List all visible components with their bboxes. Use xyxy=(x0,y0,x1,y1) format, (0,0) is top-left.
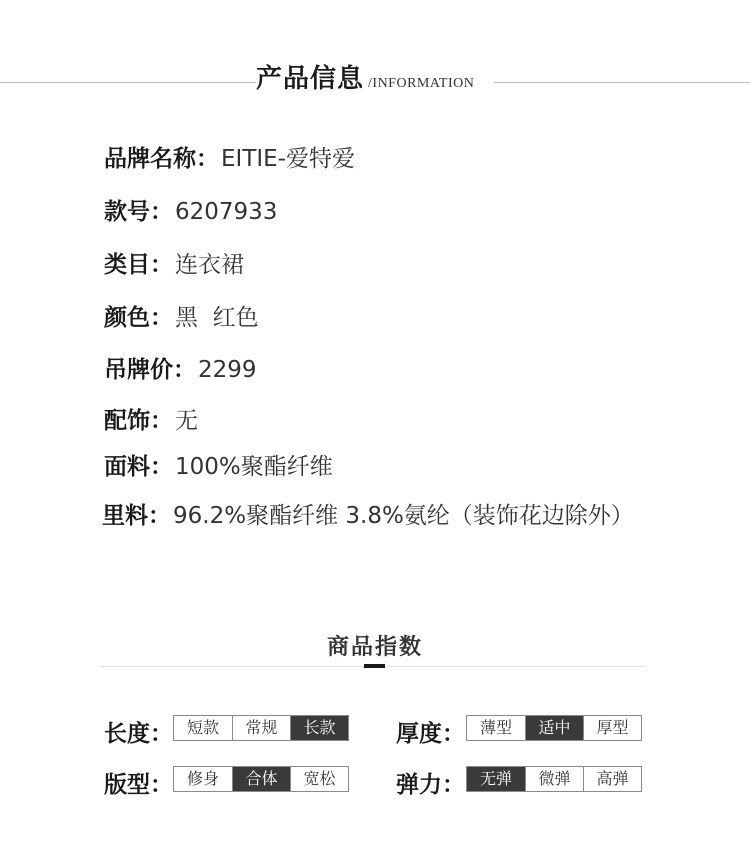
length-option: 常规 xyxy=(232,716,290,740)
info-row-color xyxy=(104,299,259,332)
header-rule-left xyxy=(0,82,256,83)
fit-option-selected: 合体 xyxy=(232,767,290,791)
index-label-thickness: 厚度： xyxy=(396,721,465,747)
info-label: 品牌名称： xyxy=(104,146,219,172)
info-label: 吊牌价： xyxy=(104,357,196,383)
thickness-option: 薄型 xyxy=(479,718,512,737)
info-label: 类目： xyxy=(104,252,173,278)
header-rule-right xyxy=(494,82,750,83)
fit-options xyxy=(173,766,349,792)
info-row-accessory xyxy=(104,402,198,435)
info-row-price xyxy=(104,351,257,384)
header-title-en: /INFORMATION xyxy=(368,76,475,91)
info-value: 2299 xyxy=(198,357,257,383)
info-label: 配饰： xyxy=(104,408,173,434)
info-value: EITIE-爱特爱 xyxy=(221,146,355,172)
fit-option: 宽松 xyxy=(290,767,348,791)
info-label: 面料： xyxy=(104,454,173,480)
header-title xyxy=(256,58,474,95)
header-title-zh: 产品信息 xyxy=(256,64,365,94)
elasticity-options xyxy=(466,766,642,792)
index-section-title: 商品指数 xyxy=(326,635,423,660)
info-row-fabric xyxy=(104,448,333,481)
thickness-options xyxy=(466,715,642,741)
info-value: 无 xyxy=(175,408,198,434)
info-value: 黑 红色 xyxy=(175,305,259,331)
info-value: 100%聚酯纤维 xyxy=(175,454,333,480)
info-value: 96.2%聚酯纤维 3.8%氨纶（装饰花边除外） xyxy=(173,503,634,529)
thickness-option-selected: 适中 xyxy=(525,716,583,740)
elasticity-option: 微弹 xyxy=(525,767,583,791)
info-value: 连衣裙 xyxy=(175,252,244,278)
length-options xyxy=(173,715,349,741)
index-label-elasticity: 弹力： xyxy=(396,772,465,798)
info-row-lining xyxy=(102,497,634,530)
length-option: 短款 xyxy=(186,718,219,737)
length-option-selected: 长款 xyxy=(290,716,348,740)
fit-option: 修身 xyxy=(186,769,219,788)
elasticity-option: 高弹 xyxy=(583,767,641,791)
info-row-style-no xyxy=(104,193,277,226)
info-label: 颜色： xyxy=(104,305,173,331)
elasticity-option-selected: 无弹 xyxy=(467,767,525,791)
info-row-brand xyxy=(104,140,355,173)
index-label-fit: 版型： xyxy=(104,772,173,798)
index-section-accent xyxy=(364,664,385,668)
info-row-category xyxy=(104,246,244,279)
thickness-option: 厚型 xyxy=(583,716,641,740)
info-label: 里料： xyxy=(102,503,171,529)
info-value: 6207933 xyxy=(175,199,278,225)
index-label-length: 长度： xyxy=(104,721,173,747)
info-label: 款号： xyxy=(104,199,173,225)
